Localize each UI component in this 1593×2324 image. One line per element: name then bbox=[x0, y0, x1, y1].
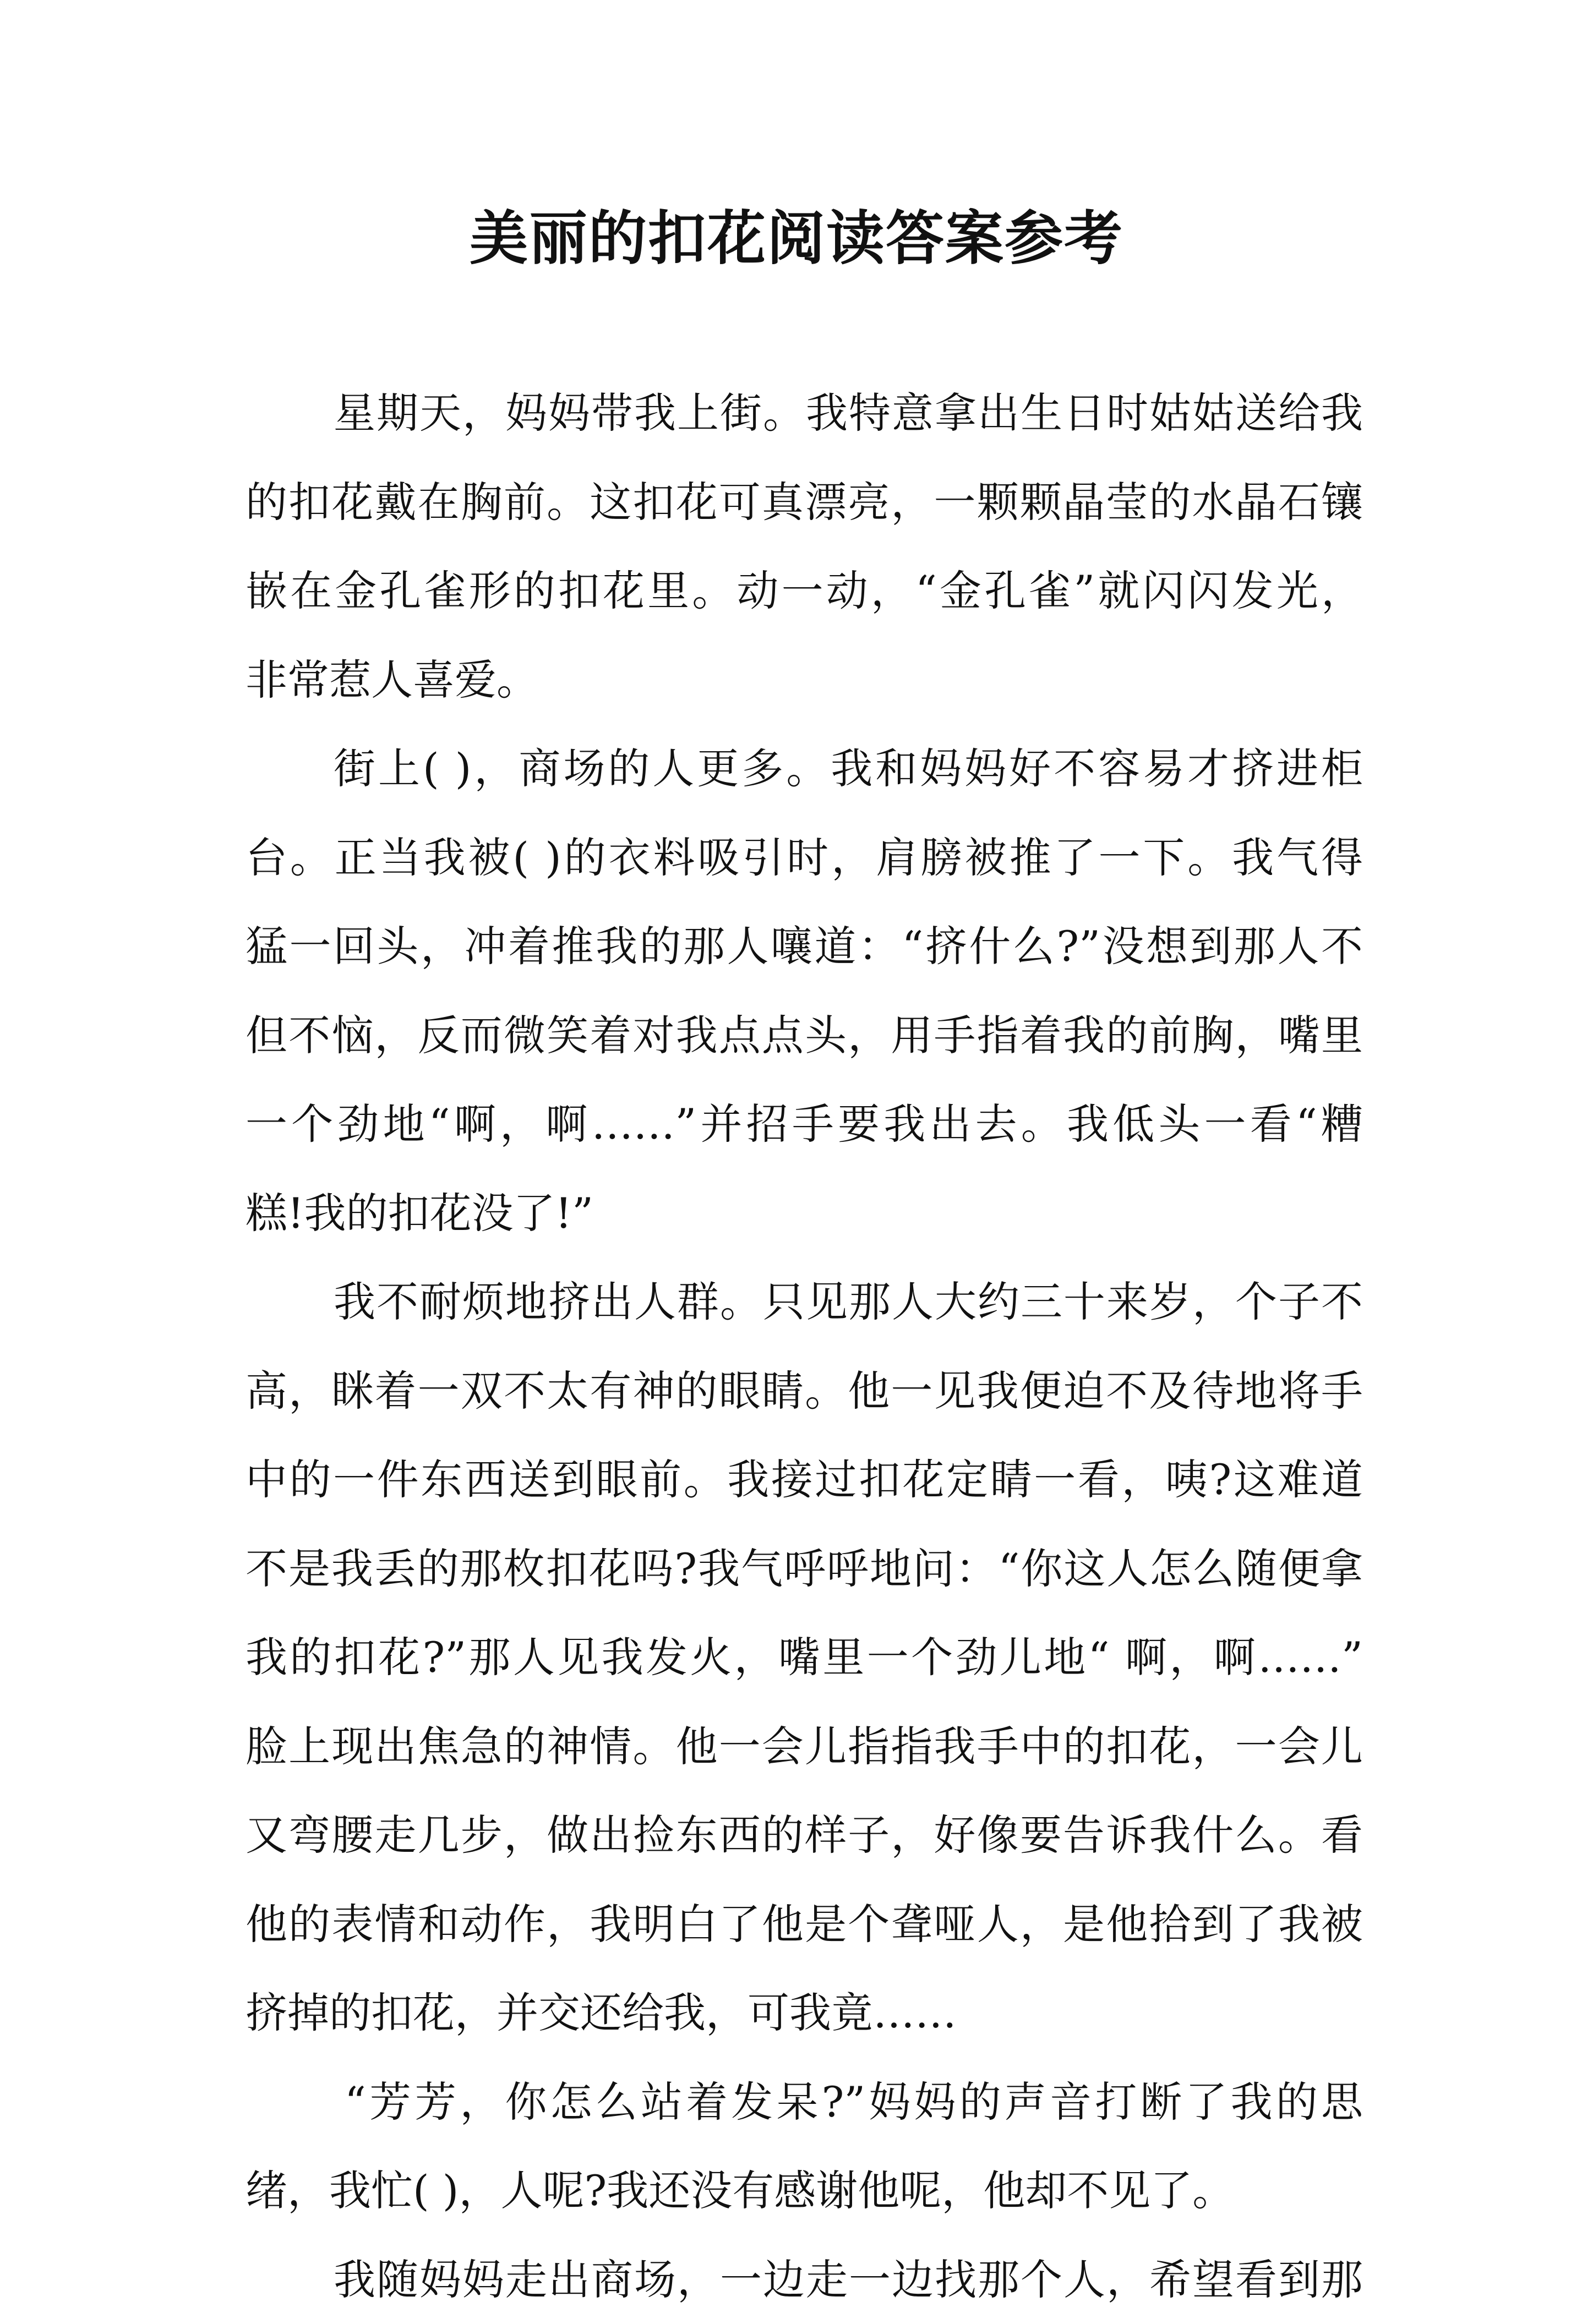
paragraph-2 bbox=[246, 724, 1363, 1257]
paragraph-5-line-1: 我随妈妈走出商场，一边走一边找那个人，希望看到那 bbox=[246, 2235, 1363, 2324]
document-body bbox=[246, 369, 1363, 2324]
paragraph-2-line-5: 一个劲地“啊，啊……”并招手要我出去。我低头一看“糟 bbox=[246, 1080, 1363, 1169]
paragraph-4-line-1: “芳芳，你怎么站着发呆?”妈妈的声音打断了我的思 bbox=[246, 2058, 1363, 2147]
paragraph-2-line-4: 但不恼，反而微笑着对我点点头，用手指着我的前胸，嘴里 bbox=[246, 991, 1363, 1080]
paragraph-3-line-4: 不是我丢的那枚扣花吗?我气呼呼地问：“你这人怎么随便拿 bbox=[246, 1524, 1363, 1614]
paragraph-2-line-1: 街上( )，商场的人更多。我和妈妈好不容易才挤进柜 bbox=[246, 724, 1363, 813]
paragraph-3-line-1: 我不耐烦地挤出人群。只见那人大约三十来岁，个子不 bbox=[246, 1257, 1363, 1347]
paragraph-1-line-4: 非常惹人喜爱。 bbox=[246, 636, 1363, 725]
paragraph-1-line-2: 的扣花戴在胸前。这扣花可真漂亮，一颗颗晶莹的水晶石镶 bbox=[246, 458, 1363, 547]
paragraph-2-line-6: 糕!我的扣花没了!” bbox=[246, 1169, 1363, 1258]
paragraph-2-line-2: 台。正当我被( )的衣料吸引时，肩膀被推了一下。我气得 bbox=[246, 813, 1363, 903]
paragraph-3-line-2: 高，眯着一双不太有神的眼睛。他一见我便迫不及待地将手 bbox=[246, 1347, 1363, 1436]
paragraph-1 bbox=[246, 369, 1363, 724]
paragraph-3-line-6: 脸上现出焦急的神情。他一会儿指指我手中的扣花，一会儿 bbox=[246, 1702, 1363, 1791]
paragraph-3-line-8: 他的表情和动作，我明白了他是个聋哑人，是他拾到了我被 bbox=[246, 1880, 1363, 1969]
paragraph-3-line-3: 中的一件东西送到眼前。我接过扣花定睛一看，咦?这难道 bbox=[246, 1435, 1363, 1524]
paragraph-1-line-1: 星期天，妈妈带我上街。我特意拿出生日时姑姑送给我 bbox=[246, 369, 1363, 458]
paragraph-3-line-7: 又弯腰走几步，做出捡东西的样子，好像要告诉我什么。看 bbox=[246, 1791, 1363, 1880]
paragraph-5 bbox=[246, 2235, 1363, 2324]
paragraph-1-line-3: 嵌在金孔雀形的扣花里。动一动，“金孔雀”就闪闪发光， bbox=[246, 546, 1363, 636]
paragraph-3-line-5: 我的扣花?”那人见我发火，嘴里一个劲儿地“ 啊，啊……” bbox=[246, 1613, 1363, 1702]
paragraph-4-line-2: 绪，我忙( )，人呢?我还没有感谢他呢，他却不见了。 bbox=[246, 2146, 1363, 2235]
paragraph-3-line-9: 挤掉的扣花，并交还给我，可我竟…… bbox=[246, 1968, 1363, 2058]
document-title: 美丽的扣花阅读答案参考 bbox=[0, 197, 1593, 280]
paragraph-3 bbox=[246, 1257, 1363, 2058]
paragraph-4 bbox=[246, 2058, 1363, 2235]
paragraph-2-line-3: 猛一回头，冲着推我的那人嚷道：“挤什么?”没想到那人不 bbox=[246, 902, 1363, 991]
